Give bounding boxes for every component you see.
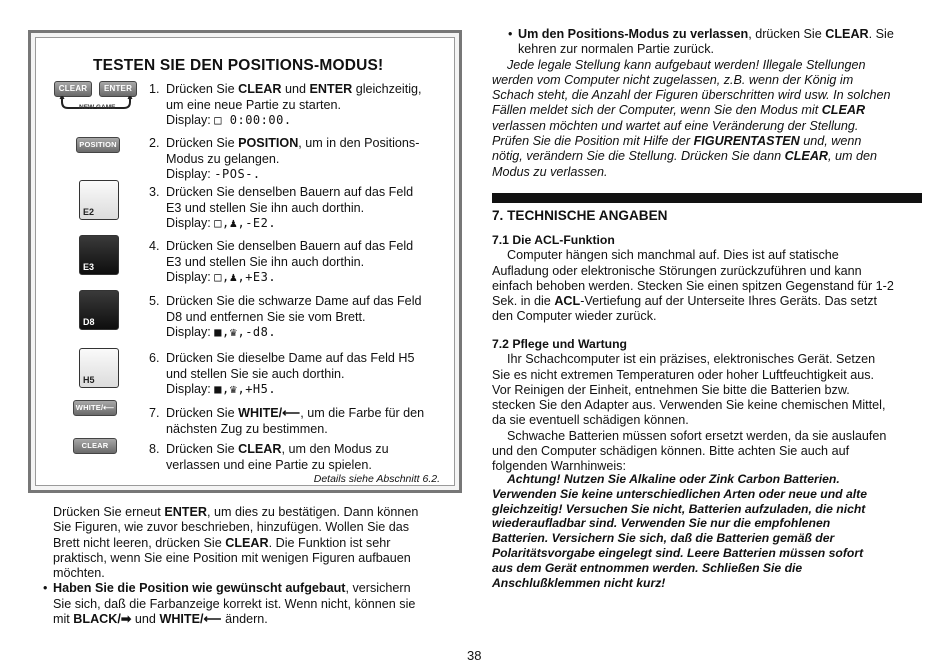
section-7-1: 7.1 Die ACL-Funktion Computer hängen sich manchmal auf. Dies ist auf statische Aufladung oder elektronische Störungen zurückzuführen und kann einfach behoben werden. Stecken Sie einen spitzen Gegenstand für 1-2 Sek. in die ACL-Vertiefung auf der Unterseite Ihres Geräts. Das setzt den Computer wieder zurück. bbox=[492, 233, 932, 325]
panel-title: TESTEN SIE DEN POSITIONS-MODUS! bbox=[93, 57, 384, 74]
page-number: 38 bbox=[467, 648, 482, 662]
new-game-bracket-icon bbox=[58, 96, 134, 128]
battery-warning: Achtung! Nutzen Sie Alkaline oder Zink Carbon Batterien. Verwenden Sie keine unterschiedlichen Arten oder neue und alte gleichzeitig! Versuchen Sie nicht, Batterien aufzuladen, die nicht wiederaufladbar sind. Verwenden Sie nur die empfohlenen Batterien. Versichern Sie sich, daß die Batterien gemäß der Polaritätsvorgabe eingelegt sind. Leere Batterien müssen sofort aus dem Gerät entnommen werden. Schließen Sie die Anschlußklemmen nicht kurz! bbox=[492, 472, 867, 590]
enter-key-icon: ENTER bbox=[99, 81, 137, 97]
section-7-heading: 7. TECHNISCHE ANGABEN bbox=[492, 208, 668, 223]
section-7-2-title: 7.2 Pflege und Wartung bbox=[492, 337, 627, 351]
positions-mode-panel bbox=[28, 30, 462, 493]
square-e3-icon: E3 bbox=[79, 235, 119, 275]
clear-key-icon: CLEAR bbox=[54, 81, 92, 97]
details-note: Details siehe Abschnitt 6.2. bbox=[313, 473, 440, 485]
right-top-block: • Um den Positions-Modus zu verlassen, drücken Sie CLEAR. Sie kehren zur normalen Partie zurück. Jede legale Stellung kann aufgebaut werden! Illegale Stellungen werden vom Computer nicht zugelassen, z.B. wenn der König im Schach steht, die Anzahl der Figuren überschritten wird usw. In solchen Fällen meldet sich der Computer, wenn Sie den Modus mit CLEAR verlassen möchten und wartet auf eine Veränderung der Stellung. Prüfen Sie die Position mit Hilfe der FIGURENTASTEN und, wenn nötig, verändern Sie die Stellung. Drücken Sie dann CLEAR, um den Modus zu verlassen. bbox=[492, 27, 894, 179]
new-game-label: NEW GAME bbox=[79, 104, 116, 111]
section-7-2: 7.2 Pflege und Wartung Ihr Schachcomputer ist ein präzises, elektronisches Gerät. Setzen Sie es nicht extremen Temperaturen oder hoher Luftfeuchtigkeit aus. Vor Reinigen der Einheit, entnehmen Sie bitte die Batterien bzw. stecken Sie den Adapter aus. Verwenden Sie keine chemischen Mittel, da sie eventuell schädigen können. Schwache Batterien müssen sofort ersetzt werden, da sie auslaufen und den Computer schädigen können. Bitte achten Sie auch auf folgenden Warnhinweis: bbox=[492, 337, 932, 475]
white-key-icon: WHITE/⟵ bbox=[73, 400, 117, 416]
section-divider bbox=[492, 193, 922, 203]
left-paragraph: Drücken Sie erneut ENTER, um dies zu bestätigen. Dann können Sie Figuren, wie zuvor beschrieben, hinzufügen. Wollen Sie das Brett nicht leeren, drücken Sie CLEAR. Die Funktion ist sehr praktisch, wenn Sie eine Position mit wenigen Figuren aufbauen möchten. • Haben Sie die Position wie gewünscht aufgebaut, versichern Sie sich, daß die Farbanzeige korrekt ist. Wenn nicht, können sie mit BLACK/➡ und WHITE/⟵ ändern. bbox=[43, 505, 419, 627]
square-e2-icon: E2 bbox=[79, 180, 119, 220]
panel-inner: TESTEN SIE DEN POSITIONS-MODUS! CLEAR ENTER NEW GAME POSITION E2 E3 D8 H5 WHITE/⟵ CLEAR 1. Drücken Sie CLEAR und ENTER gleichzeitig, um eine neue Partie zu starten. Display: □ 0:00:00. 2. Drücken Sie POSITION, um in den Positions- Modus zu gelangen. Display: -POS-. 3. Drücken Sie denselben Bauern auf das Feld E3 und stellen Sie ihn auch dorthin. Display: □,♟,-E2. 4. Drücken Sie denselben Bauern auf das Feld E3 und stellen Sie ihn auch dorthin. Display: □,♟,+E3. 5. Drücken Sie die schwarze Dame auf das Feld D8 und entfernen Sie sie vom Brett. Display: ■,♛,-d8. 6. Drücken Sie dieselbe Dame auf das Feld H5 und stellen Sie sie auch dorthin. Display: ■,♛,+H5. 7. Drücken Sie WHITE/⟵, um die Farbe für den nächsten Zug zu bestimmen. 8. Drücken Sie CLEAR, um den Modus zu verlassen und eine Partie zu spielen. Details siehe Abschnitt 6.2. bbox=[35, 37, 455, 486]
square-d8-icon: D8 bbox=[79, 290, 119, 330]
square-h5-icon: H5 bbox=[79, 348, 119, 388]
position-key-icon: POSITION bbox=[76, 137, 120, 153]
clear-key-icon-2: CLEAR bbox=[73, 438, 117, 454]
section-7-1-title: 7.1 Die ACL-Funktion bbox=[492, 233, 615, 247]
